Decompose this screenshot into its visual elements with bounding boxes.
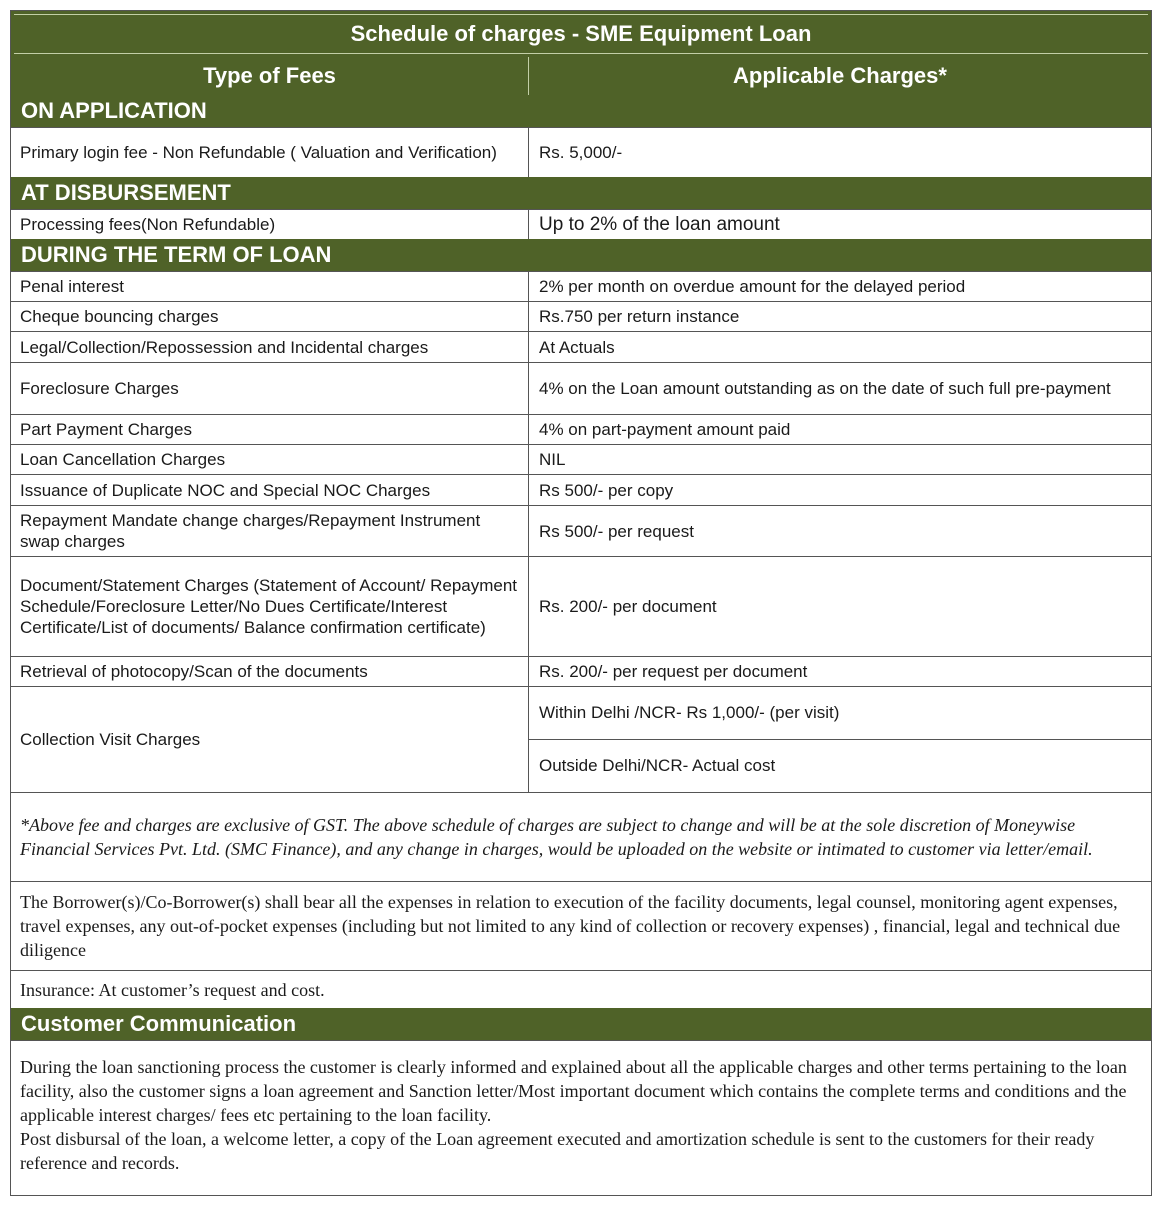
table-row (11, 301, 1151, 331)
charge-outside-delhi: Outside Delhi/NCR- Actual cost (529, 739, 1151, 792)
charges-schedule-table (10, 10, 1152, 1196)
section-heading-customer-communication: Customer Communication (11, 1008, 1151, 1040)
fee-type-cell: Repayment Mandate change charges/Repayment Instrument swap charges (11, 506, 529, 556)
header-type-of-fees: Type of Fees (11, 57, 529, 95)
fee-type-cell: Primary login fee - Non Refundable ( Valuation and Verification) (11, 128, 529, 177)
fee-type-cell: Loan Cancellation Charges (11, 445, 529, 474)
charge-cell: Rs 500/- per request (539, 521, 694, 541)
table-row (11, 362, 1151, 414)
fee-type-cell: Legal/Collection/Repossession and Incidental charges (11, 332, 529, 362)
fee-type-cell: Collection Visit Charges (11, 687, 529, 792)
fee-type-cell: Part Payment Charges (11, 415, 529, 444)
charge-split-cell (529, 687, 1151, 792)
table-row (11, 556, 1151, 656)
charge-within-delhi: Within Delhi /NCR- Rs 1,000/- (per visit) (539, 703, 840, 722)
borrower-expenses-note: The Borrower(s)/Co-Borrower(s) shall bear all the expenses in relation to execution of the facility documents, legal counsel, monitoring agent expenses, travel expenses, any out-of-pocket expenses (including but not limited to any kind of collection or recovery expenses) , financial, legal and technical due diligence (11, 881, 1151, 970)
fee-type-cell: Penal interest (11, 272, 529, 301)
communication-paragraph-2: Post disbursal of the loan, a welcome letter, a copy of the Loan agreement executed and amortization schedule is sent to the customers for their ready reference and records. (20, 1129, 1095, 1173)
table-row (11, 444, 1151, 474)
charge-cell: Up to 2% of the loan amount (539, 214, 780, 235)
communication-paragraph-1: During the loan sanctioning process the customer is clearly informed and explained about all the applicable charges and other terms pertaining to the loan facility, also the customer signs a loan agreement and Sanction letter/Most important document which contains the complete terms and conditions and the applicable interest charges/ fees etc pertaining to the loan facility. (20, 1057, 1127, 1125)
charge-cell: At Actuals (539, 337, 615, 357)
table-title-band (11, 11, 1151, 57)
table-row (11, 474, 1151, 505)
charge-cell: Rs 500/- per copy (539, 480, 674, 500)
table-row-collection-visit (11, 686, 1151, 792)
charge-cell: 4% on the Loan amount outstanding as on the date of such full pre-payment (539, 379, 1111, 398)
fee-type-cell: Issuance of Duplicate NOC and Special NOC Charges (11, 475, 529, 505)
table-row (11, 414, 1151, 444)
fee-type-cell: Foreclosure Charges (11, 363, 529, 414)
section-heading-during-term: DURING THE TERM OF LOAN (11, 239, 1151, 271)
table-title: Schedule of charges - SME Equipment Loan (350, 21, 812, 46)
fee-type-cell: Document/Statement Charges (Statement of Account/ Repayment Schedule/Foreclosure Letter/No Dues Certificate/Interest Certificate/List of documents/ Balance confirmation certificate) (11, 557, 529, 656)
fee-type-cell: Cheque bouncing charges (11, 302, 529, 331)
column-header-band (11, 57, 1151, 95)
gst-disclaimer-note: *Above fee and charges are exclusive of GST. The above schedule of charges are subject to change and will be at the sole discretion of Moneywise Financial Services Pvt. Ltd. (SMC Finance), and any change in charges, would be uploaded on the website or intimated to customer via letter/email. (11, 792, 1151, 881)
charge-cell: Rs. 5,000/- (539, 143, 623, 162)
table-row (11, 331, 1151, 362)
table-row (11, 209, 1151, 239)
table-row (11, 505, 1151, 556)
header-applicable-charges: Applicable Charges* (733, 63, 947, 88)
section-heading-at-disbursement: AT DISBURSEMENT (11, 177, 1151, 209)
customer-communication-text (11, 1040, 1151, 1195)
table-row (11, 656, 1151, 686)
table-row (11, 271, 1151, 301)
section-heading-on-application: ON APPLICATION (11, 95, 1151, 127)
charge-cell: NIL (539, 450, 566, 469)
charge-cell: Rs.750 per return instance (539, 307, 740, 326)
fee-type-cell: Processing fees(Non Refundable) (11, 210, 529, 239)
insurance-note: Insurance: At customer’s request and cost. (11, 970, 1151, 1008)
charge-cell: 4% on part-payment amount paid (539, 420, 791, 439)
charge-cell: 2% per month on overdue amount for the delayed period (539, 277, 966, 296)
table-row (11, 127, 1151, 177)
fee-type-cell: Retrieval of photocopy/Scan of the documents (11, 657, 529, 686)
charge-cell: Rs. 200/- per document (539, 597, 717, 616)
charge-cell: Rs. 200/- per request per document (539, 662, 808, 681)
